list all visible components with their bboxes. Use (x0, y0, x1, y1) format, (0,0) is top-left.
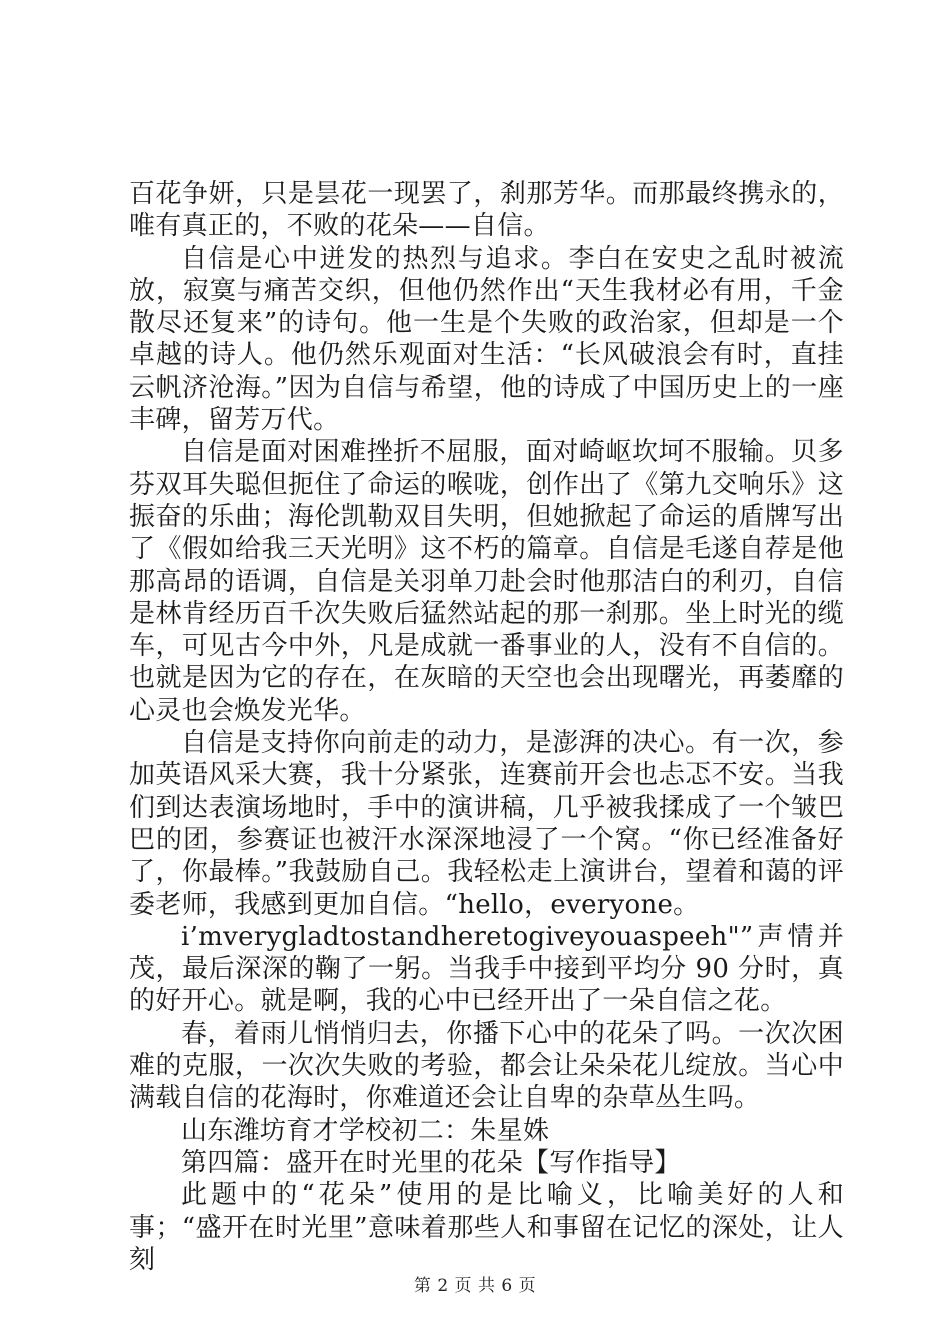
paragraph: 春，着雨儿悄悄归去，你播下心中的花朵了吗。一次次困难的克服，一次次失败的考验，都会让朵朵花儿绽放。当心中满载自信的花海时，你难道还会让自卑的杂草丛生吗。 (129, 1018, 844, 1114)
section-heading: 第四篇：盛开在时光里的花朵【写作指导】 (181, 1147, 681, 1178)
paragraph: i’mverygladtostandheretogiveyouaspeeh"”声情并茂，最后深深的鞠了一躬。当我手中接到平均分 90 分时，真的好开心。就是啊，我的心中已经开出了一朵自信之花。 (129, 921, 844, 1017)
page-number-footer: 第 2 页 共 6 页 (413, 1276, 537, 1296)
document-body (129, 178, 844, 1276)
paragraph: 自信是面对困难挫折不屈服，面对崎岖坎坷不服输。贝多芬双耳失聪但扼住了命运的喉咙，创作出了《第九交响乐》这振奋的乐曲；海伦凯勒双目失明，但她掀起了命运的盾牌写出了《假如给我三天光明》这不朽的篇章。自信是毛遂自荐是他那高昂的语调，自信是关羽单刀赴会时他那洁白的利刃，自信是林肯经历百千次失败后猛然站起的那一刹那。坐上时光的缆车，可见古今中外，凡是成就一番事业的人，没有不自信的。也就是因为它的存在，在灰暗的天空也会出现曙光，再萎靡的心灵也会焕发光华。 (129, 437, 844, 726)
paragraph: 百花争妍，只是昙花一现罢了，刹那芳华。而那最终携永的，唯有真正的，不败的花朵——自信。 (129, 179, 844, 242)
paragraph: 此题中的“花朵”使用的是比喻义，比喻美好的人和事；“盛开在时光里”意味着那些人和事留在记忆的深处，让人刻 (129, 1180, 844, 1275)
paragraph: 自信是支持你向前走的动力，是澎湃的决心。有一次，参加英语风采大赛，我十分紧张，连赛前开会也忐忑不安。当我们到达表演场地时，手中的演讲稿，几乎被我揉成了一个皱巴巴的团，参赛证也被汗水深深地浸了一个窝。“你已经准备好了，你最棒。”我鼓励自己。我轻松走上演讲台，望着和蔼的评委老师，我感到更加自信。“hello，everyone。 (129, 728, 844, 920)
paragraph: 自信是心中迸发的热烈与追求。李白在安史之乱时被流放，寂寞与痛苦交织，但他仍然作出“天生我材必有用，千金散尽还复来”的诗句。他一生是个失败的政治家，但却是一个卓越的诗人。他仍然乐观面对生活：“长风破浪会有时，直挂云帆济沧海。”因为自信与希望，他的诗成了中国历史上的一座丰碑，留芳万代。 (129, 243, 844, 436)
author-line: 山东潍坊育才学校初二：朱星姝 (181, 1115, 550, 1146)
